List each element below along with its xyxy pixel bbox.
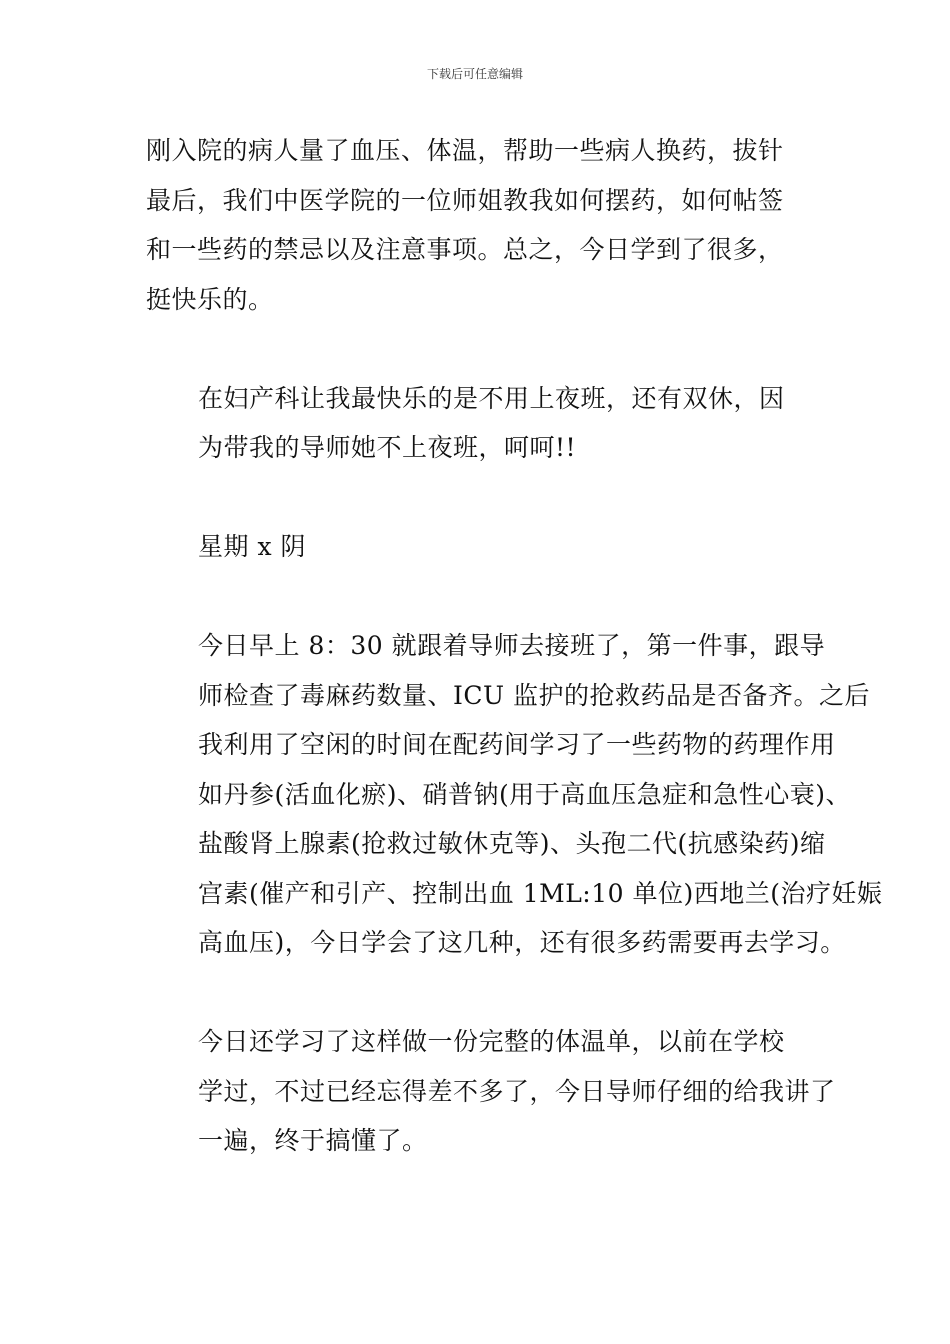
paragraph-ward-duties bbox=[146, 126, 812, 324]
text-line: 如丹参(活血化瘀)、硝普钠(用于高血压急症和急性心衰)、 bbox=[198, 779, 852, 809]
paragraph-temperature-chart bbox=[146, 1017, 836, 1166]
text-line: 星期 x 阴 bbox=[198, 532, 306, 561]
text-line: 盐酸肾上腺素(抢救过敏休克等)、头孢二代(抗感染药)缩 bbox=[198, 829, 826, 858]
text-line: 一遍，终于搞懂了。 bbox=[198, 1126, 428, 1155]
text-line: 和一些药的禁忌以及注意事项。总之，今日学到了很多， bbox=[146, 235, 784, 264]
text-line: 今日还学习了这样做一份完整的体温单，以前在学校 bbox=[198, 1027, 785, 1056]
text-line: 我利用了空闲的时间在配药间学习了一些药物的药理作用 bbox=[198, 730, 836, 759]
text-line: 刚入院的病人量了血压、体温，帮助一些病人换药，拔针 bbox=[146, 136, 784, 165]
page-header-note: 下载后可任意编辑 bbox=[426, 67, 523, 81]
paragraph-spacer bbox=[146, 324, 812, 374]
diary-date-heading bbox=[146, 522, 812, 572]
paragraph-spacer bbox=[146, 473, 812, 523]
text-line: 挺快乐的。 bbox=[146, 284, 274, 314]
text-line: 宫素(催产和引产、控制出血 1ML:10 单位)西地兰(治疗妊娠 bbox=[198, 878, 883, 908]
paragraph-spacer bbox=[146, 968, 812, 1018]
paragraph-medication-study bbox=[146, 621, 883, 968]
text-line: 在妇产科让我最快乐的是不用上夜班，还有双休，因 bbox=[198, 383, 785, 413]
text-line: 学过，不过已经忘得差不多了，今日导师仔细的给我讲了 bbox=[198, 1076, 836, 1106]
paragraph-no-night-shift bbox=[146, 374, 812, 473]
text-line: 师检查了毒麻药数量、ICU 监护的抢救药品是否备齐。之后 bbox=[198, 680, 871, 710]
paragraph-spacer bbox=[146, 572, 812, 622]
text-line: 今日早上 8：30 就跟着导师去接班了，第一件事，跟导 bbox=[198, 631, 826, 660]
text-line: 高血压)，今日学会了这几种，还有很多药需要再去学习。 bbox=[198, 928, 846, 957]
text-line: 为带我的导师她不上夜班，呵呵!! bbox=[198, 433, 577, 462]
text-line: 最后，我们中医学院的一位师姐教我如何摆药，如何帖签 bbox=[146, 185, 784, 215]
document-body bbox=[146, 126, 883, 1166]
